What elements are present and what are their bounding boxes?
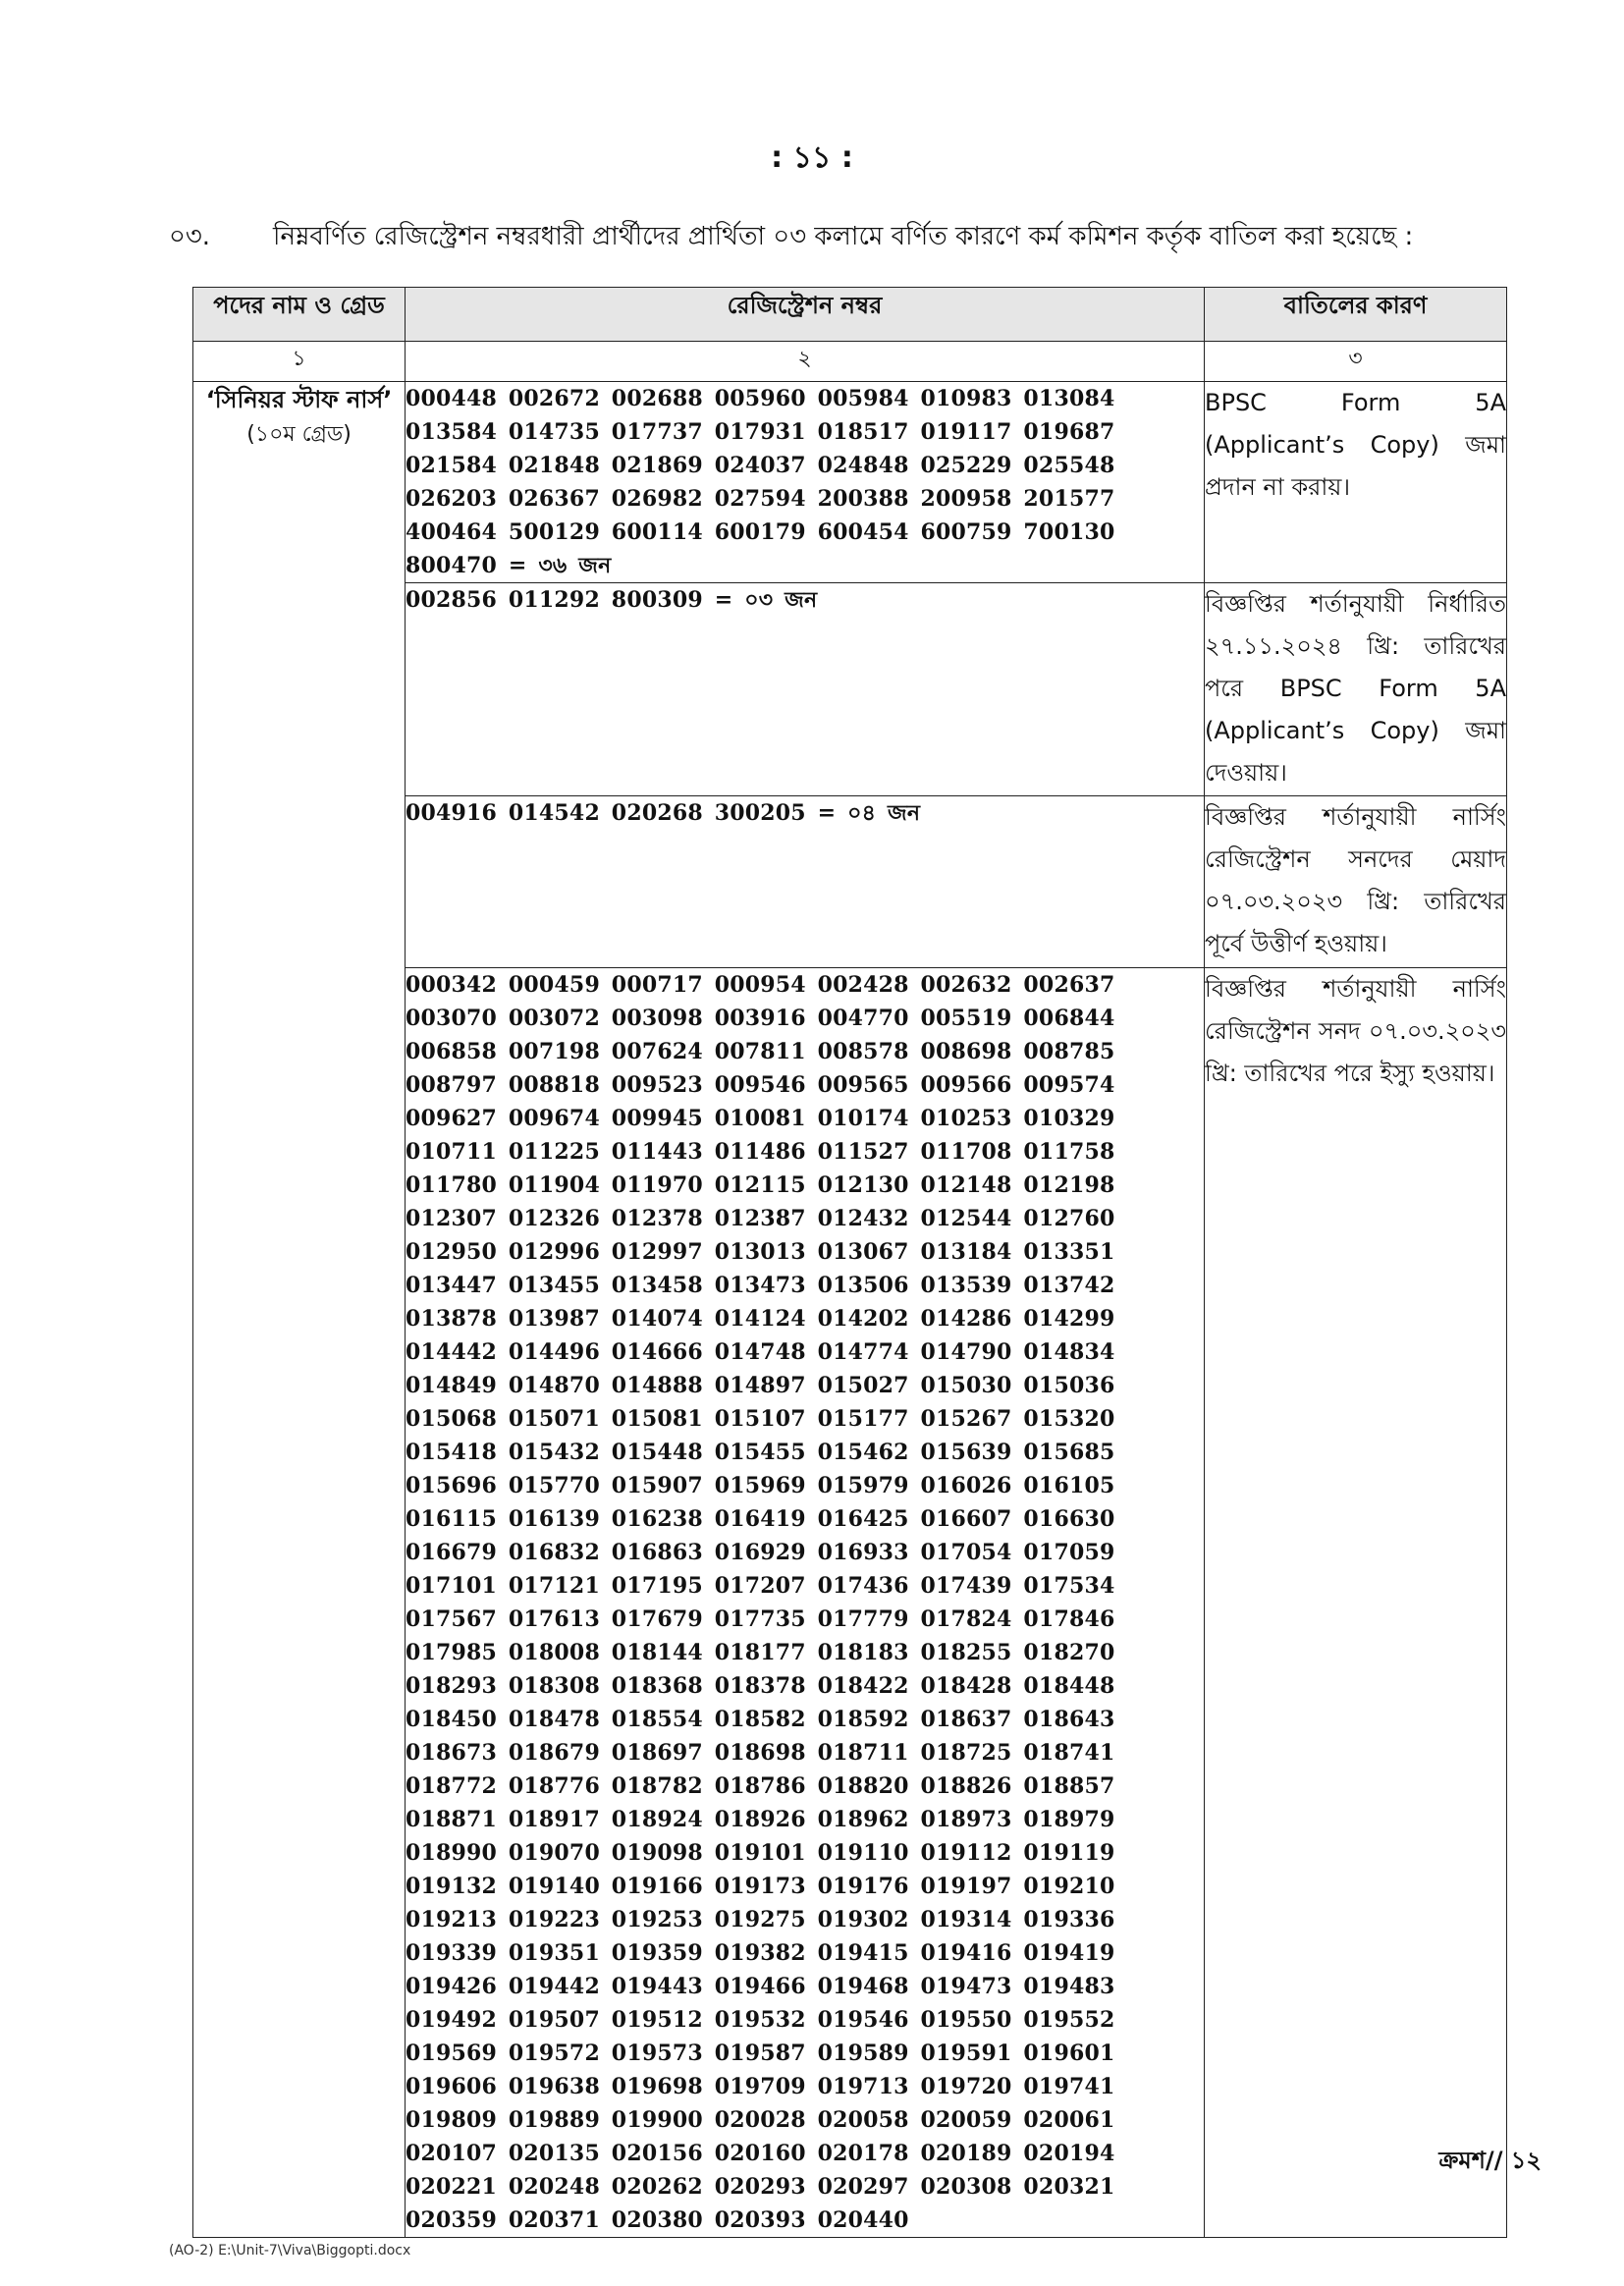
reason-cell [1205, 382, 1507, 583]
page-number: : ১১ : [771, 140, 853, 175]
post-grade: (১০ম গ্রেড) [246, 422, 352, 447]
registration-cell [406, 968, 1205, 2238]
reason-text: বিজ্ঞপ্তির শর্তানুযায়ী নার্সিং রেজিস্ট্রেশন সনদ ০৭.০৩.২০২৩ খ্রি: তারিখের পরে ইস্যু হওয়ায়। [1205, 975, 1506, 1087]
reason-text: বিজ্ঞপ্তির শর্তানুযায়ী নার্সিং রেজিস্ট্রেশন সনদের মেয়াদ ০৭.০৩.২০২৩ খ্রি: তারিখের পূর্বে উত্তীর্ণ হওয়ায়। [1205, 803, 1506, 957]
registration-numbers: 002856 011292 800309 = ০৩ জন [406, 587, 818, 613]
intro-text: নিম্নবর্ণিত রেজিস্ট্রেশন নম্বরধারী প্রার্থীদের প্রার্থিতা ০৩ কলামে বর্ণিত কারণে কর্ম কমিশন কর্তৃক বাতিল করা হয়েছে : [273, 222, 1414, 251]
section-number: ০৩. [169, 222, 211, 251]
header-post-grade: পদের নাম ও গ্রেড [193, 288, 406, 342]
registration-cell [406, 382, 1205, 583]
header-registration-number: রেজিস্ট্রেশন নম্বর [406, 288, 1205, 342]
reason-text: বিজ্ঞপ্তির শর্তানুযায়ী নির্ধারিত ২৭.১১.২০২৪ খ্রি: তারিখের পরে BPSC Form 5A (Applicant’s Copy) জমা দেওয়ায়। [1205, 590, 1506, 787]
column-number-1: ১ [193, 342, 406, 382]
registration-numbers: 000342 000459 000717 000954 002428 002632 002637 003070 003072 003098 003916 004770 005519 006844 006858 007198 007624 007811 008578 008698 008785 008797 008818 009523 009546 009565 009566 009574 009627 009674 009945 010081 010174 010253 010329 010711 011225 011443 011486 011527 011708 011758 011780 011904 011970 012115 012130 012148 012198 012307 012326 012378 012387 012432 012544 012760 012950 012996 012997 013013 013067 013184 013351 013447 013455 013458 013473 013506 013539 013742 013878 013987 014074 014124 014202 014286 014299 014442 014496 014666 014748 014774 014790 014834 014849 014870 014888 014897 015027 015030 015036 015068 015071 015081 015107 015177 015267 015320 015418 015432 015448 015455 015462 015639 015685 015696 015770 015907 015969 015979 016026 016105 016115 016139 016238 016419 016425 016607 016630 016679 016832 016863 016929 016933 017054 017059 017101 017121 017195 017207 017436 017439 017534 017567 017613 017679 017735 017779 017824 017846 017985 018008 018144 018177 018183 018255 018270 018293 018308 018368 018378 018422 018428 018448 018450 018478 018554 018582 018592 018637 018643 018673 018679 018697 018698 018711 018725 018741 018772 018776 018782 018786 018820 018826 018857 018871 018917 018924 018926 018962 018973 018979 018990 019070 019098 019101 019110 019112 019119 019132 019140 019166 019173 019176 019197 019210 019213 019223 019253 019275 019302 019314 019336 019339 019351 019359 019382 019415 019416 019419 019426 019442 019443 019466 019468 019473 019483 019492 019507 019512 019532 019546 019550 019552 019569 019572 019573 019587 019589 019591 019601 019606 019638 019698 019709 019713 019720 019741 019809 019889 019900 020028 020058 020059 020061 020107 020135 020156 020160 020178 020189 020194 020221 020248 020262 020293 020297 020308 020321 020359 020371 020380 020393 020440 [406, 972, 1115, 2233]
continued-label: ক্রমশ// ১২ [1438, 2147, 1542, 2174]
reason-cell [1205, 796, 1507, 968]
registration-cell [406, 583, 1205, 796]
column-number-3: ৩ [1205, 342, 1507, 382]
registration-numbers: 000448 002672 002688 005960 005984 010983 013084 013584 014735 017737 017931 018517 019117 019687 021584 021848 021869 024037 024848 025229 025548 026203 026367 026982 027594 200388 200958 201577 400464 500129 600114 600179 600454 600759 700130 800470 = ৩৬ জন [406, 386, 1115, 578]
registration-cell [406, 796, 1205, 968]
reason-cell [1205, 968, 1507, 2238]
registration-numbers: 004916 014542 020268 300205 = ০৪ জন [406, 800, 921, 826]
column-number-2: ২ [406, 342, 1205, 382]
footer-file-path: (AO-2) E:\Unit-7\Viva\Biggopti.docx [169, 2243, 411, 2259]
table-row [193, 382, 1507, 583]
reason-cell [1205, 583, 1507, 796]
header-cancellation-reason: বাতিলের কারণ [1205, 288, 1507, 342]
header-row [193, 288, 1507, 342]
reason-text: BPSC Form 5A (Applicant’s Copy) জমা প্রদান না করায়। [1205, 389, 1506, 501]
post-cell [193, 382, 406, 2238]
post-name: ‘সিনিয়র স্টাফ নার্স’ [205, 386, 393, 413]
column-number-row [193, 342, 1507, 382]
intro-paragraph [169, 216, 1445, 259]
cancellation-table [192, 287, 1507, 2238]
